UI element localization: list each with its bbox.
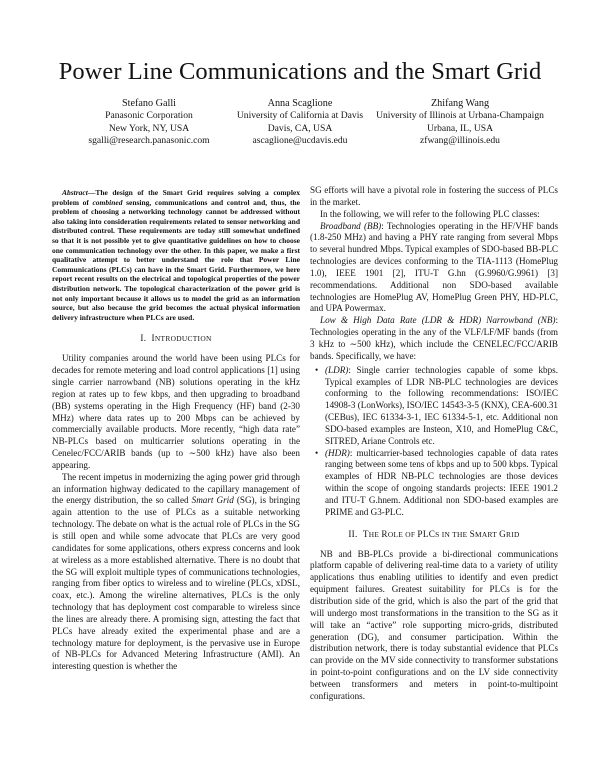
author-email: ascaglione@ucdavis.edu	[252, 135, 348, 147]
role-paragraph-1: NB and BB-PLCs provide a bi-directional communications platform capable of delivering real-time data to a variety of utility applications thus enabling utilities to identify and even predict equipment failures. Greatest suitability for PLCs is for the distribution side of the grid, which is also the part of the grid that will undergo most transformations in the transition to the SG as it will take an “active” role supporting micro-grids, distributed generation (DG), and consumer participation. Within the distribution network, there is today substantial evidence that PLCs can provide on the MV side connectivity to transformer substations in point-to-point configurations and on the LV side connectivity between transformers and meters in point-to-multipoint configurations.	[310, 548, 558, 701]
author-affiliation: Panasonic Corporation	[105, 110, 193, 122]
author-email: zfwang@illinois.edu	[420, 135, 500, 147]
author-1	[84, 98, 214, 148]
author-name: Stefano Galli	[121, 98, 177, 109]
section-heading-role-of-plcs: II. THE ROLE OF PLCS IN THE SMART GRID	[348, 528, 520, 539]
plc-classes-intro: In the following, we will refer to the following PLC classes:	[320, 208, 540, 219]
left-column	[52, 188, 300, 673]
list-item: • (LDR): Single carrier technologies capable of some kbps. Typical examples of LDR NB-PLC technologies are devices conforming to the following recommendations: ISO/IEC 14908-3 (LonWorks), ISO/IEC 14543-3-5 (KNX), CEA-600.31 (CEBus), IEC 61334-3-1, IEC 61334-5-1, etc. Additional non SDO-based examples are Insteon, X10, and HomePlug C&C, SITRED, Ariane Controls etc.	[315, 364, 558, 446]
narrowband-paragraph: Low & High Data Rate (LDR & HDR) Narrowband (NB): Technologies operating in the any of the VLF/LF/MF bands (from 3 kHz to ∼500 kHz), which include the CENELEC/FCC/ARIB bands. Specifically, we have:	[310, 315, 558, 361]
bullet-icon: •	[315, 447, 319, 458]
author-email: sgalli@research.panasonic.com	[88, 135, 210, 147]
author-affiliation: University of Illinois at Urbana-Champaign	[376, 110, 544, 122]
author-location: New York, NY, USA	[108, 122, 190, 134]
section-heading-introduction: I. INTRODUCTION	[140, 333, 212, 344]
author-name: Zhifang Wang	[430, 98, 490, 109]
bullet-icon: •	[315, 364, 319, 375]
author-3	[370, 98, 550, 148]
list-item: • (HDR): multicarrier-based technologies capable of data rates ranging between some tens of kbps and up to 500 kbps. Typical examples of HDR NB-PLC technologies are those devices within the scope of ongoing standards projects: IEEE 1901.2 and ITU-T G.hnem. Additional non SDO-based examples are PRIME and G3-PLC.	[315, 447, 558, 517]
intro-paragraph-2: The recent impetus in modernizing the aging power grid through an information highway dedicated to the capillary management of the energy distribution, the so called Smart Grid (SG), is bringing again attention to the use of PLCs as a suitable networking technology. The debate on what is the actual role of PLCs in the SG is still open and while some advocate that PLCs are very good candidates for some applications, others express concerns and look at wireless as a more established alternative. There is no doubt that the SG will exploit multiple types of communications technologies, ranging from fiber optics to wireless and to wireline (PLCs, xDSL, coax, etc.). Among the wireline alternatives, PLCs is the only technology that has deployment cost comparable to wireless since the lines are already there. A promising sign, attesting the fact that PLCs have already exited the experimental phase and are a technology mature for deployment, is the pervasive use in Europe of NB-PLCs for Advanced Metering Infrastructure (AMI). An interesting question is whether the	[52, 471, 301, 672]
broadband-paragraph: Broadband (BB): Technologies operating in the HF/VHF bands (1.8-250 MHz) and having a PHY rate ranging from several Mbps to several hundred Mbps. Typical examples of SDO-based BB-PLC technologies are devices conforming to the TIA-1113 (HomePlug 1.0), IEEE 1901 [2], ITU-T G.hn (G.9960/G.9961) [3] recommendations. Additional non SDO-based available technologies are HomePlug AV, HomePlug Green PHY, HD-PLC, and UPA Powermax.	[310, 220, 559, 314]
author-block	[0, 98, 600, 160]
right-column	[310, 185, 558, 703]
author-2	[225, 98, 375, 148]
author-location: Urbana, IL, USA	[426, 122, 494, 134]
intro-paragraph-1: Utility companies around the world have been using PLCs for decades for remote metering and load control applications [1] using single carrier narrowband (NB) solutions operating in the kHz region at rates up to few kbps, and then upgrading to broadband (BB) systems operating in the High Frequency (HF) band (2-30 MHz) where data rates up to 200 Mbps can be achieved by commercially available products. More recently, “high data rate” NB-PLCs based on multicarrier solutions operating in the Cenelec/FCC/ARIB bands (up to ∼500 kHz) have also been appearing.	[52, 353, 300, 470]
continued-paragraph: SG efforts will have a pivotal role in fostering the success of PLCs in the market.	[310, 185, 558, 207]
paper-title: Power Line Communications and the Smart Grid	[58, 58, 542, 85]
author-affiliation: University of California at Davis	[236, 110, 364, 122]
author-name: Anna Scaglione	[267, 98, 333, 109]
abstract: Abstract—The design of the Smart Grid requires solving a complex problem of combined sensing, communications and control and, thus, the problem of choosing a networking technology cannot be addressed without also taking into consideration requirements related to sensor networking and distributed control. These requirements are today still somewhat undefined so that it is not possible yet to give quantitative guidelines on how to choose one communication technology over the other. In this paper, we make a first qualitative attempt to better understand the role that Power Line Communications (PLCs) can have in the Smart Grid. Furthermore, we here report recent results on the electrical and topological properties of the power distribution network. The topological characterization of the power grid is not only important because it allows us to model the grid as an information source, but also because the grid becomes the actual physical information delivery infrastructure when PLCs are used.	[52, 188, 300, 322]
narrowband-list	[310, 365, 558, 519]
author-location: Davis, CA, USA	[267, 122, 333, 134]
